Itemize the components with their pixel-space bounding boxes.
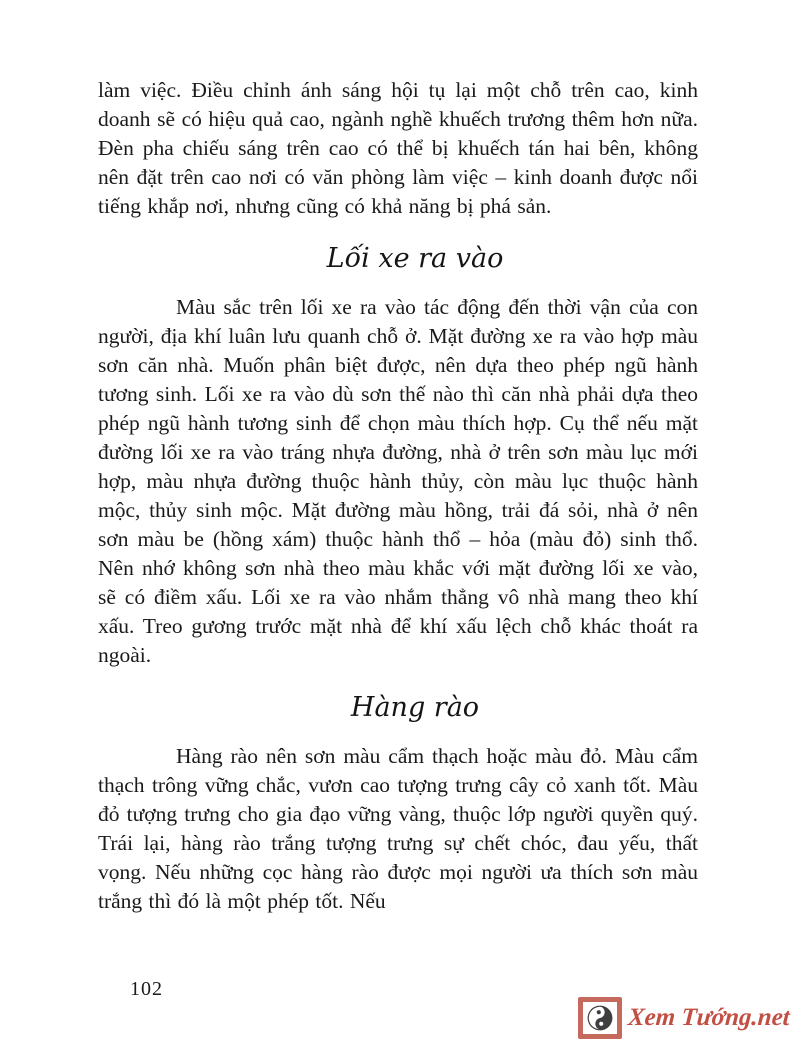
paragraph-hang-rao: Hàng rào nên sơn màu cẩm thạch hoặc màu đỏ. Màu cẩm thạch trông vững chắc, vươn cao tượng trưng cây cỏ xanh tốt. Màu đỏ tượng trưng cho gia đạo vững vàng, thuộc lớp người quyền quý. Trái lại, hàng rào trắng tượng trưng sự chết chóc, đau yếu, thất vọng. Nếu những cọc hàng rào được mọi người ưa thích sơn màu trắng thì đó là một phép tốt. Nếu: [98, 744, 698, 913]
paragraph-loi-xe-ra-vao: Màu sắc trên lối xe ra vào tác động đến thời vận của con người, địa khí luân lưu quanh chỗ ở. Mặt đường xe ra vào hợp màu sơn căn nhà. Muốn phân biệt được, nên dựa theo phép ngũ hành tương sinh. Lối xe ra vào dù sơn thế nào thì căn nhà phải dựa theo phép ngũ hành tương sinh để chọn màu thích hợp. Cụ thể nếu mặt đường lối xe ra vào tráng nhựa đường, nhà ở trên sơn màu lục mới hợp, màu nhựa đường thuộc hành thủy, còn màu lục thuộc hành mộc, thủy sinh mộc. Mặt đường màu hồng, trải đá sỏi, nhà ở nên sơn màu be (hồng xám) thuộc hành thổ – hỏa (màu đỏ) sinh thổ. Nên nhớ không sơn nhà theo màu khắc với mặt đường lối xe vào, sẽ có điềm xấu. Lối xe ra vào nhắm thẳng vô nhà mang theo khí xấu. Treo gương trước mặt nhà để khí xấu lệch chỗ khác thoát ra ngoài.: [98, 295, 698, 667]
watermark-site-name: Xem Tướng.net: [627, 1004, 791, 1031]
section-heading-hang-rao: Hàng rào: [350, 692, 480, 723]
watermark-logo: [578, 997, 790, 1039]
section-heading-loi-xe-ra-vao: Lối xe ra vào: [326, 243, 504, 274]
text-column: [98, 76, 698, 916]
page-number: 102: [130, 978, 163, 1000]
yin-yang-icon: [578, 997, 622, 1039]
paragraph-continued: làm việc. Điều chỉnh ánh sáng hội tụ lại một chỗ trên cao, kinh doanh sẽ có hiệu quả cao, ngành nghề khuếch trương thêm hơn nữa. Đèn pha chiếu sáng trên cao có thể bị khuếch tán hai bên, không nên đặt trên cao nơi có văn phòng làm việc – kinh doanh được nổi tiếng khắp nơi, nhưng cũng có khả năng bị phá sản.: [98, 78, 698, 218]
